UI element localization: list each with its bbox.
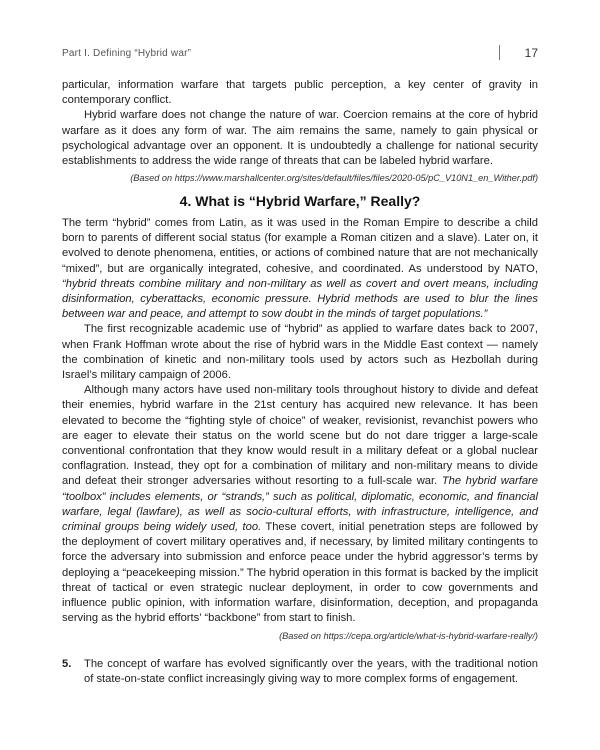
source-citation-marshallcenter: (Based on https://www.marshallcenter.org/sites/default/files/files/2020-05/pC_V10N1_en_Wither.pdf) [130, 173, 538, 184]
body-text [62, 78, 538, 688]
toolbox-emphasis: The hybrid warfare “toolbox” includes elements, or “strands,” such as political, diplomatic, economic, and financial warfare, legal (lawfare), as well as socio-cultural efforts, with infrastructure, intelligence, and criminal groups being widely used, too. [62, 475, 538, 534]
paragraph-21st-century [62, 383, 538, 626]
item-text: The concept of warfare has evolved significantly over the years, with the traditional notion of state-on-state conflict increasingly giving way to more complex forms of engagement. [84, 658, 538, 686]
running-title: Part I. Defining “Hybrid war” [62, 48, 192, 59]
paragraph-academic-use: The first recognizable academic use of “hybrid” as applied to warfare dates back to 2007, when Frank Hoffman wrote about the rise of hybrid wars in the Middle East context — namely the combination of kinetic and non-military tools used by actors such as Hezbollah during Israel’s military campaign of 2006. [62, 323, 538, 382]
source-citation-cepa: (Based on https://cepa.org/article/what-is-hybrid-warfare-really/) [279, 630, 538, 641]
paragraph-21st-century-text-a: Although many actors have used non-military tools throughout history to divide and defeat their enemies, hybrid warfare in the 21st century has acquired new relevance. It has been elevated to become the “fighting style of choice” of weaker, revisionist, revanchist powers who are eager to elevate their status on the world scene but do not dare trigger a large-scale conventional confrontation that they know would result in a military defeat or a global nuclear conflagration. Instead, they opt for a combination of military and non-military means to divide and defeat their stronger adversaries without resorting to a full-scale war. [62, 384, 538, 488]
paragraph-term-hybrid [62, 216, 538, 322]
paragraph-21st-century-text-b: These covert, initial penetration steps are followed by the deployment of covert military operatives and, if necessary, by limited military contingents to force the adversary into submission and enforce peace under the hybrid aggressor’s terms by deploying a “peacekeeping mission.” The hybrid operation in this format is backed by the implicit threat of tactical or even strategic nuclear deployment, in order to cow governments and influence public opinion, with information warfare, disinformation, deception, and propaganda serving as the hybrid efforts’ “backbone” from start to finish. [62, 521, 539, 625]
page-number: 17 [524, 46, 538, 60]
paragraph-continuation: particular, information warfare that targets public perception, a key center of gravity in contemporary conflict. [62, 79, 538, 107]
numbered-item-5 [62, 657, 538, 687]
paragraph-hybrid-nature: Hybrid warfare does not change the nature of war. Coercion remains at the core of hybrid warfare as it does any form of war. The aim remains the same, namely to gain physical or psychological advantage over an opponent. It is undoubtedly a challenge for national security establishments to address the wide range of threats that can be labeled hybrid warfare. [62, 109, 538, 168]
item-number: 5. [62, 658, 72, 671]
paragraph-term-hybrid-text: The term “hybrid” comes from Latin, as it was used in the Roman Empire to describe a child born to parents of different social status (for example a Roman citizen and a slave). Later on, it evolved to denote phenomena, entities, or actions of combined nature that are not mechanically “mixed”, but are organically integrated, cohesive, and coordinated. As understood by NATO, [62, 217, 538, 275]
running-header [62, 46, 538, 62]
section-heading: 4. What is “Hybrid Warfare,” Really? [179, 192, 421, 209]
nato-quote: “hybrid threats combine military and non-military as well as covert and overt means, including disinformation, cyberattacks, economic pressure. Hybrid methods are used to blur the lines between war and peace, and attempt to sow doubt in the minds of target populations.” [62, 277, 538, 321]
header-divider [499, 45, 500, 60]
